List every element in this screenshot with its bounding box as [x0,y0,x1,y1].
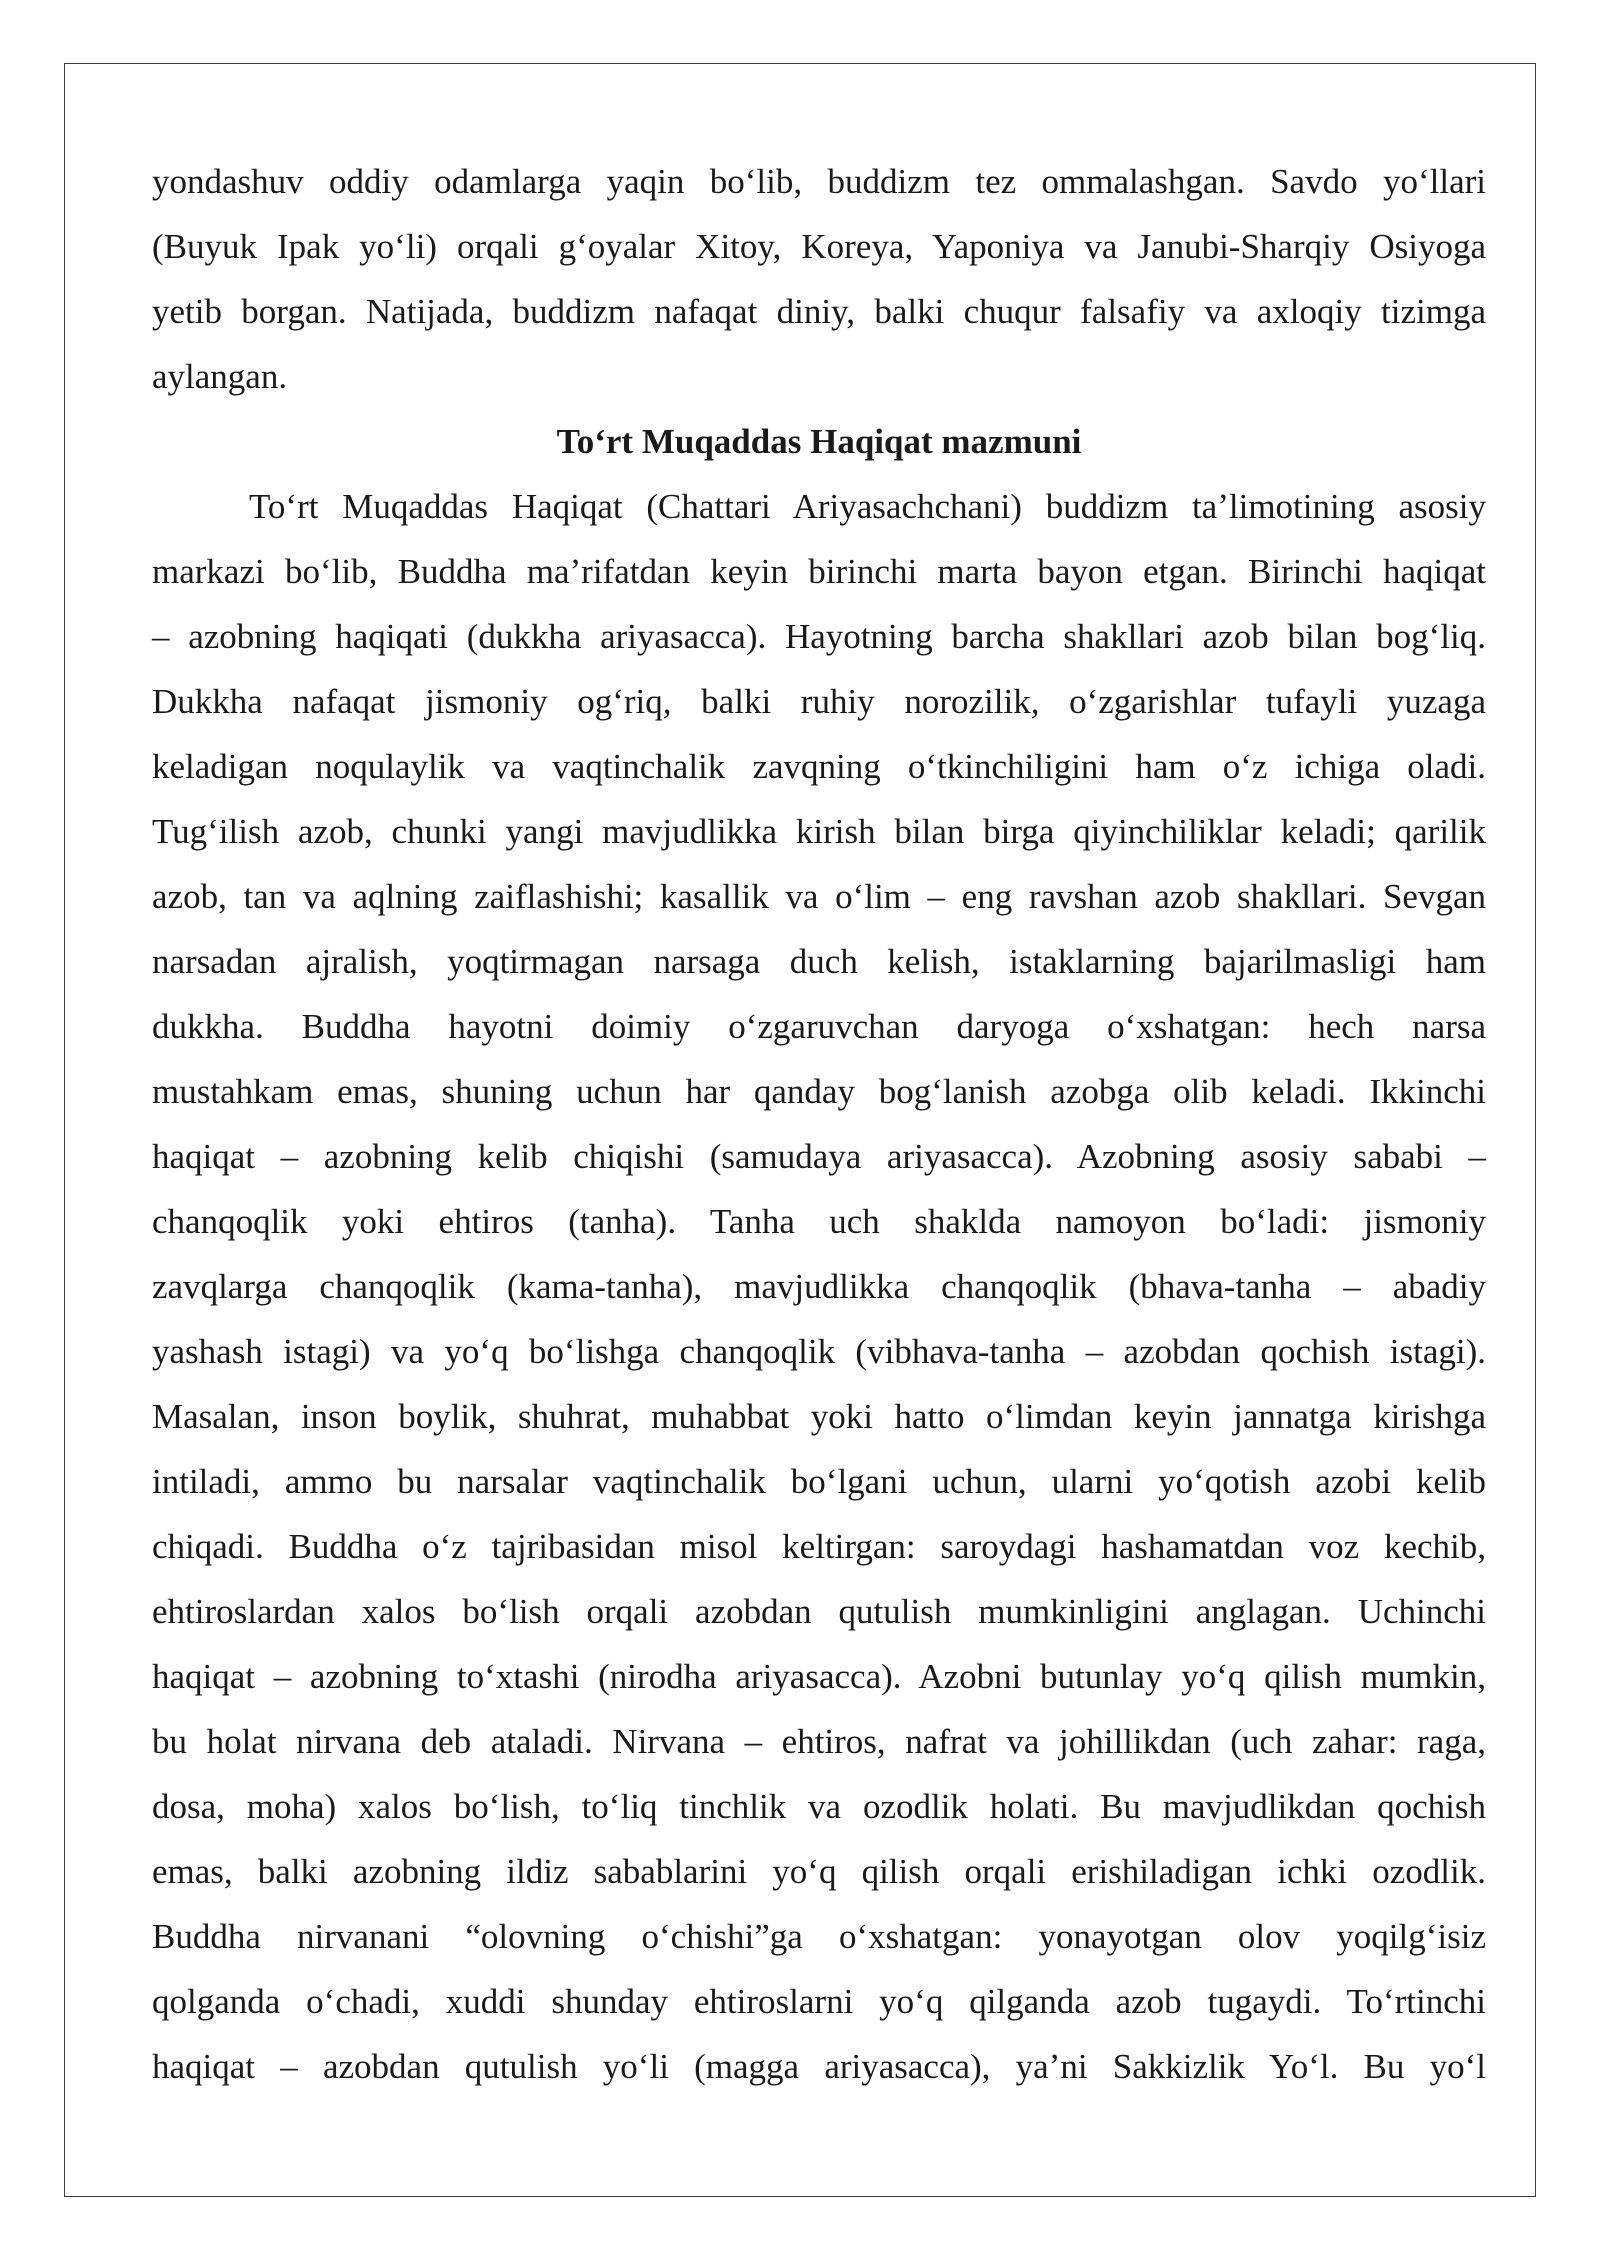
body-line-4: Dukkha nafaqat jismoniy ogʻriq, balki ruhiy norozilik, oʻzgarishlar tufayli yuzaga [152,682,1486,721]
intro-line-2: (Buyuk Ipak yoʻli) orqali gʻoyalar Xitoy, Koreya, Yaponiya va Janubi-Sharqiy Osiyoga [152,227,1486,266]
intro-line-3: yetib borgan. Natijada, buddizm nafaqat diniy, balki chuqur falsafiy va axloqiy tizimga [152,292,1486,331]
body-line-11: haqiqat – azobning kelib chiqishi (samudaya ariyasacca). Azobning asosiy sababi – [152,1137,1486,1176]
body-line-2: markazi boʻlib, Buddha maʼrifatdan keyin birinchi marta bayon etgan. Birinchi haqiqat [152,552,1486,591]
body-line-17: chiqadi. Buddha oʻz tajribasidan misol keltirgan: saroydagi hashamatdan voz kechib, [152,1527,1486,1566]
body-line-13: zavqlarga chanqoqlik (kama-tanha), mavjudlikka chanqoqlik (bhava-tanha – abadiy [152,1267,1486,1306]
body-line-16: intiladi, ammo bu narsalar vaqtinchalik boʻlgani uchun, ularni yoʻqotish azobi kelib [152,1462,1486,1501]
intro-line-4: aylangan. [152,357,288,396]
body-line-3: – azobning haqiqati (dukkha ariyasacca). Hayotning barcha shakllari azob bilan bogʻliq. [152,617,1486,656]
body-line-20: bu holat nirvana deb ataladi. Nirvana – ehtiros, nafrat va johillikdan (uch zahar: raga, [152,1722,1486,1761]
body-line-19: haqiqat – azobning toʻxtashi (nirodha ariyasacca). Azobni butunlay yoʻq qilish mumkin, [152,1657,1486,1696]
body-line-12: chanqoqlik yoki ehtiros (tanha). Tanha uch shaklda namoyon boʻladi: jismoniy [152,1202,1486,1241]
body-line-24: qolganda oʻchadi, xuddi shunday ehtiroslarni yoʻq qilganda azob tugaydi. Toʻrtinchi [152,1982,1486,2021]
body-line-15: Masalan, inson boylik, shuhrat, muhabbat yoki hatto oʻlimdan keyin jannatga kirishga [152,1397,1486,1436]
body-line-8: narsadan ajralish, yoqtirmagan narsaga duch kelish, istaklarning bajarilmasligi ham [152,942,1486,981]
body-line-5: keladigan noqulaylik va vaqtinchalik zavqning oʻtkinchiligini ham oʻz ichiga oladi. [152,747,1486,786]
body-line-6: Tugʻilish azob, chunki yangi mavjudlikka kirish bilan birga qiyinchiliklar keladi; qarilik [152,812,1486,851]
body-line-22: emas, balki azobning ildiz sabablarini yoʻq qilish orqali erishiladigan ichki ozodlik. [152,1852,1486,1891]
body-line-23: Buddha nirvanani “olovning oʻchishi”ga oʻxshatgan: yonayotgan olov yoqilgʻisiz [152,1917,1486,1956]
section-heading: Toʻrt Muqaddas Haqiqat mazmuni [556,422,1082,461]
document-text [152,149,1486,2099]
body-line-9: dukkha. Buddha hayotni doimiy oʻzgaruvchan daryoga oʻxshatgan: hech narsa [152,1007,1486,1046]
body-line-7: azob, tan va aqlning zaiflashishi; kasallik va oʻlim – eng ravshan azob shakllari. Sevgan [152,877,1486,916]
intro-line-1: yondashuv oddiy odamlarga yaqin boʻlib, buddizm tez ommalashgan. Savdo yoʻllari [152,162,1486,201]
body-line-10: mustahkam emas, shuning uchun har qanday bogʻlanish azobga olib keladi. Ikkinchi [152,1072,1486,1111]
body-line-14: yashash istagi) va yoʻq boʻlishga chanqoqlik (vibhava-tanha – azobdan qochish istagi). [152,1332,1486,1371]
body-line-21: dosa, moha) xalos boʻlish, toʻliq tinchlik va ozodlik holati. Bu mavjudlikdan qochish [152,1787,1486,1826]
body-line-25: haqiqat – azobdan qutulish yoʻli (magga ariyasacca), yaʼni Sakkizlik Yoʻl. Bu yoʻl [152,2047,1486,2086]
body-line-18: ehtiroslardan xalos boʻlish orqali azobdan qutulish mumkinligini anglagan. Uchinchi [152,1592,1486,1631]
body-line-1: Toʻrt Muqaddas Haqiqat (Chattari Ariyasachchani) buddizm taʼlimotining asosiy [249,487,1486,526]
